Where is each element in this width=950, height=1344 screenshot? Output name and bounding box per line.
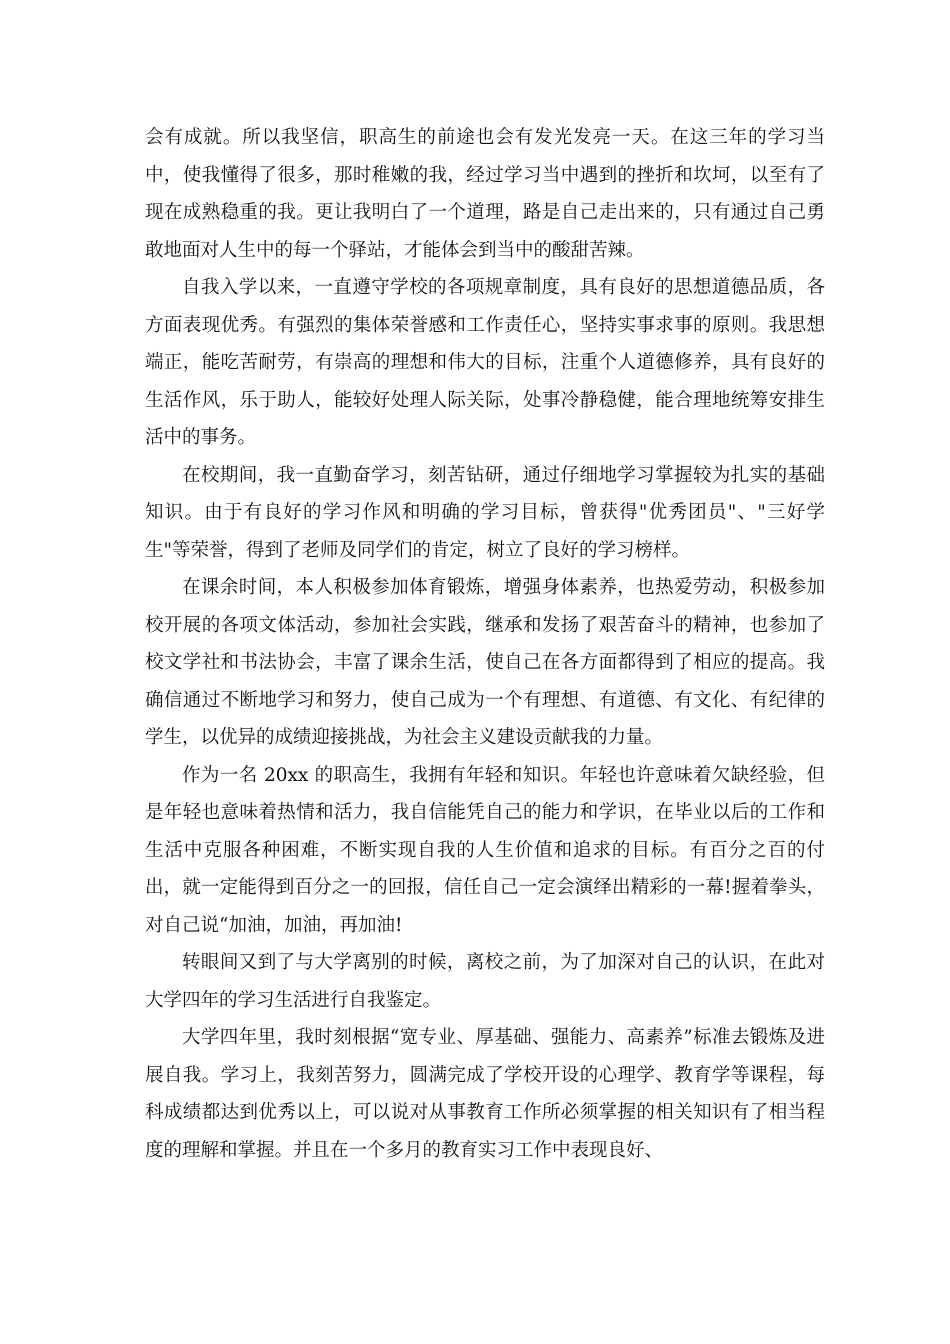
paragraph-outlook: 作为一名 20xx 的职高生，我拥有年轻和知识。年轻也许意味着欠缺经验，但是年轻也意味着热情和活力，我自信能凭自己的能力和学识，在毕业以后的工作和生活中克服各种困难，不断实现自我的人生价值和追求的目标。有百分之百的付出，就一定能得到百分之一的回报，信任自己一定会演绎出精彩的一幕!握着拳头，对自己说“加油，加油，再加油! bbox=[145, 764, 825, 936]
paragraph-university-study: 大学四年里，我时刻根据“宽专业、厚基础、强能力、高素养”标准去锻炼及进展自我。学习上，我刻苦努力，圆满完成了学校开设的心理学、教育学等课程，每科成绩都达到优秀以上，可以说对从事教育工作所必须掌握的相关知识有了相当程度的理解和掌握。并且在一个多月的教育实习工作中表现良好、 bbox=[145, 1027, 825, 1161]
document-body bbox=[145, 119, 825, 1169]
paragraph-continuation: 会有成就。所以我坚信，职高生的前途也会有发光发亮一天。在这三年的学习当中，使我懂得了很多，那时稚嫩的我，经过学习当中遇到的挫折和坎坷，以至有了现在成熟稳重的我。更让我明白了一个道理，路是自己走出来的，只有通过自己勇敢地面对人生中的每一个驿站，才能体会到当中的酸甜苦辣。 bbox=[145, 127, 825, 261]
paragraph-extracurricular: 在课余时间，本人积极参加体育锻炼，增强身体素养，也热爱劳动，积极参加校开展的各项文体活动，参加社会实践，继承和发扬了艰苦奋斗的精神，也参加了校文学社和书法协会，丰富了课余生活，使自己在各方面都得到了相应的提高。我确信通过不断地学习和努力，使自己成为一个有理想、有道德、有文化、有纪律的学生，以优异的成绩迎接挑战，为社会主义建设贡献我的力量。 bbox=[145, 577, 825, 748]
paragraph-conduct: 自我入学以来，一直遵守学校的各项规章制度，具有良好的思想道德品质，各方面表现优秀。有强烈的集体荣誉感和工作责任心，坚持实事求事的原则。我思想端正，能吃苦耐劳，有崇高的理想和伟大的目标，注重个人道德修养，具有良好的生活作风，乐于助人，能较好处理人际关际，处事冷静稳健，能合理地统筹安排生活中的事务。 bbox=[145, 277, 825, 448]
paragraph-university-intro: 转眼间又到了与大学离别的时候，离校之前，为了加深对自己的认识，在此对大学四年的学习生活进行自我鉴定。 bbox=[145, 952, 825, 1011]
paragraph-study: 在校期间，我一直勤奋学习，刻苦钻研，通过仔细地学习掌握较为扎实的基础知识。由于有良好的学习作风和明确的学习目标，曾获得"优秀团员"、"三好学生"等荣誉，得到了老师及同学们的肯定，树立了良好的学习榜样。 bbox=[145, 464, 825, 561]
